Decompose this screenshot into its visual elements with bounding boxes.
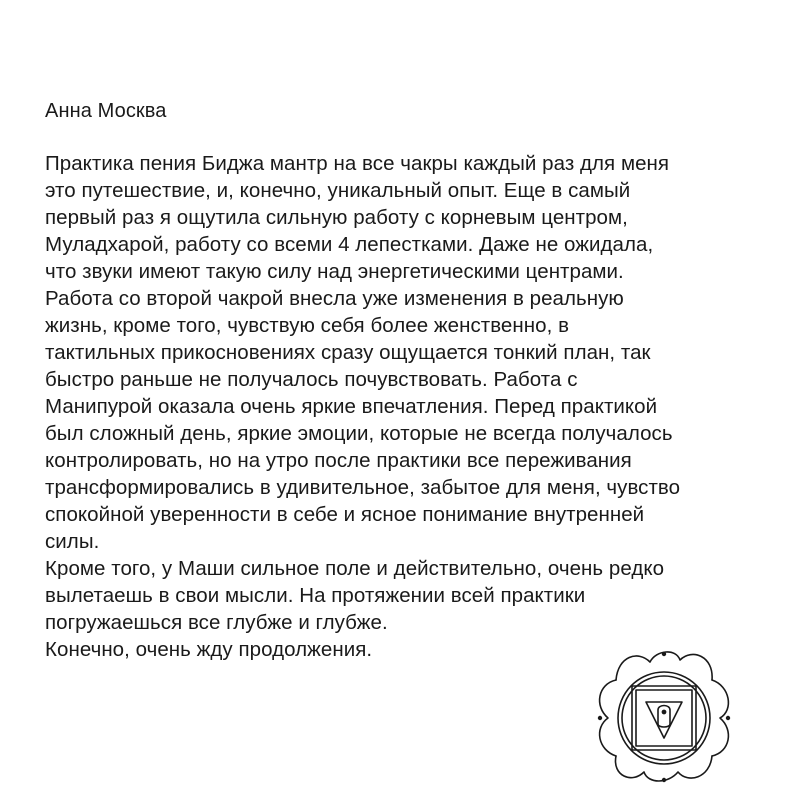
muladhara-chakra-icon — [588, 640, 740, 792]
testimonial — [45, 98, 775, 663]
testimonial-text: Практика пения Биджа мантр на все чакры каждый раз для меня это путешествие, и, конечно, уникальный опыт. Еще в самый первый раз я ощутила сильную работу с корневым центром, Муладхарой, работу со всеми 4 лепестками. Даже не ожидала, что звуки имеют такую силу над энергетическими центрами. Работа со второй чакрой внесла уже изменения в реальную жизнь, кроме того, чувствую себя более женственно, в тактильных прикосновениях сразу ощущается тонкий план, так быстро раньше не получалось почувствовать. Работа с Манипурой оказала очень яркие впечатления. Перед практикой был сложный день, яркие эмоции, которые не всегда получалось контролировать, но на утро после практики все переживания трансформировались в удивительное, забытое для меня, чувство спокойной уверенности в себе и ясное понимание внутренней силы. Кроме того, у Маши сильное поле и действительно, очень редко вылетаешь в свои мысли. На протяжении всей практики погружаешься все глубже и глубже. Конечно, очень жду продолжения. — [45, 152, 681, 661]
author-name: Анна Москва — [45, 100, 167, 122]
